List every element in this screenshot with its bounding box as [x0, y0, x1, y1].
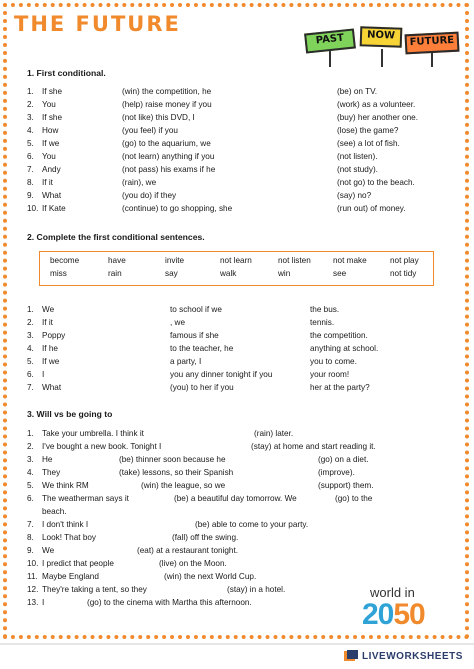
item-text-a: If he [42, 344, 58, 353]
exercise-item [27, 492, 467, 505]
footer-divider [0, 643, 474, 645]
item-text-c: (be) on TV. [337, 87, 378, 96]
item-number: 9. [27, 191, 34, 200]
item-text-a: I [42, 598, 45, 607]
exercise-item [27, 518, 467, 531]
exercise-item [27, 570, 467, 583]
exercise-item [27, 137, 467, 150]
item-text-a: He [42, 455, 53, 464]
exercise-item [27, 176, 467, 189]
item-text-b: (be) a beautiful day tomorrow. We [174, 494, 297, 503]
word-bank-word: see [333, 269, 347, 278]
item-text-c: (support) them. [318, 481, 374, 490]
item-text-b: (rain) later. [254, 429, 294, 438]
word-bank-word: have [108, 256, 126, 265]
item-text-a: I predict that people [42, 559, 114, 568]
item-text-b: a party, I [170, 357, 202, 366]
item-text-c: (buy) her another one. [337, 113, 419, 122]
sign-pole [381, 49, 383, 67]
item-text-a: If it [42, 178, 53, 187]
item-text-b: famous if she [170, 331, 219, 340]
item-text-a: Take your umbrella. I think it [42, 429, 144, 438]
item-text-a: If she [42, 87, 63, 96]
item-text-b: , we [170, 318, 186, 327]
word-bank-word: not play [390, 256, 419, 265]
item-number: 8. [27, 533, 34, 542]
item-text-b: (eat) at a restaurant tonight. [137, 546, 239, 555]
footer-brand: LIVEWORKSHEETS [362, 651, 463, 662]
item-text-c: your room! [310, 370, 350, 379]
item-text-b: (win) the competition, he [122, 87, 212, 96]
item-text-a: Andy [42, 165, 61, 174]
item-number: 6. [27, 152, 34, 161]
exercise-item [27, 303, 467, 316]
item-number: 13. [27, 598, 39, 607]
word-bank-word: win [278, 269, 291, 278]
item-number: 4. [27, 344, 34, 353]
item-text-a: You [42, 152, 56, 161]
exercise-item [27, 381, 467, 394]
item-number: 2. [27, 100, 34, 109]
now-sign: NOW [360, 26, 403, 47]
exercise-item [27, 505, 467, 518]
item-text-b: (stay) at home and start reading it. [251, 442, 376, 451]
world-in-2050-logo [358, 585, 450, 633]
item-text-a: I've bought a new book. Tonight I [42, 442, 162, 451]
liveworksheets-icon [344, 650, 358, 662]
exercise-item [27, 98, 467, 111]
item-number: 3. [27, 113, 34, 122]
item-text-b: you any dinner tonight if you [170, 370, 273, 379]
item-text-b: (win) the league, so we [141, 481, 226, 490]
item-number: 6. [27, 370, 34, 379]
exercise-item [27, 368, 467, 381]
item-text-a: We [42, 546, 55, 555]
item-text-a: beach. [42, 507, 67, 516]
past-now-future-signs [305, 25, 457, 67]
footer [0, 643, 474, 669]
word-bank-word: walk [220, 269, 237, 278]
item-number: 9. [27, 546, 34, 555]
item-text-a: I don't think I [42, 520, 89, 529]
exercise-item [27, 479, 467, 492]
item-text-c: tennis. [310, 318, 335, 327]
item-number: 2. [27, 318, 34, 327]
item-text-a: If we [42, 139, 60, 148]
item-text-b: (you) to her if you [170, 383, 234, 392]
word-bank-word: rain [108, 269, 122, 278]
exercise-item [27, 557, 467, 570]
word-bank [39, 251, 434, 286]
item-number: 12. [27, 585, 39, 594]
item-text-b: (live) on the Moon. [159, 559, 227, 568]
item-number: 7. [27, 165, 34, 174]
item-text-b: (you feel) if you [122, 126, 178, 135]
section-1-list [27, 85, 467, 215]
item-text-b: to the teacher, he [170, 344, 234, 353]
item-text-a: We [42, 305, 55, 314]
exercise-item [27, 85, 467, 98]
item-text-a: How [42, 126, 59, 135]
exercise-item [27, 440, 467, 453]
logo-year [362, 598, 425, 632]
item-text-a: They [42, 468, 61, 477]
item-text-b: (take) lessons, so their Spanish [119, 468, 234, 477]
section-2-list [27, 303, 467, 394]
exercise-item [27, 329, 467, 342]
item-text-c: (see) a lot of fish. [337, 139, 400, 148]
sign-pole [329, 49, 331, 67]
item-text-c: (go) to the [335, 494, 373, 503]
item-text-c: (go) on a diet. [318, 455, 369, 464]
item-text-c: (not listen). [337, 152, 378, 161]
item-text-c: (work) as a volunteer. [337, 100, 416, 109]
item-text-b: to school if we [170, 305, 222, 314]
item-text-c: (run out) of money. [337, 204, 406, 213]
exercise-item [27, 355, 467, 368]
item-text-c: (say) no? [337, 191, 372, 200]
item-text-c: the bus. [310, 305, 340, 314]
item-number: 6. [27, 494, 34, 503]
item-text-b: (be) thinner soon because he [119, 455, 226, 464]
item-number: 10. [27, 559, 39, 568]
item-text-c: the competition. [310, 331, 368, 340]
section-2-heading: 2. Complete the first conditional sentences. [27, 232, 205, 242]
item-text-b: (not learn) anything if you [122, 152, 215, 161]
item-text-c: (not study). [337, 165, 378, 174]
exercise-item [27, 531, 467, 544]
item-text-b: (not like) this DVD, I [122, 113, 195, 122]
item-text-b: (you do) if they [122, 191, 177, 200]
item-text-a: If we [42, 357, 60, 366]
word-bank-word: not learn [220, 256, 252, 265]
item-number: 4. [27, 468, 34, 477]
item-text-c: (lose) the game? [337, 126, 399, 135]
item-text-a: If it [42, 318, 53, 327]
item-text-b: (be) able to come to your party. [195, 520, 309, 529]
item-text-a: If she [42, 113, 63, 122]
page-title: THE FUTURE [14, 12, 181, 36]
exercise-item [27, 202, 467, 215]
item-text-a: You [42, 100, 56, 109]
exercise-item [27, 163, 467, 176]
item-number: 2. [27, 442, 34, 451]
section-3-heading: 3. Will vs be going to [27, 409, 113, 419]
item-number: 1. [27, 429, 34, 438]
item-number: 7. [27, 520, 34, 529]
item-number: 10. [27, 204, 39, 213]
item-number: 7. [27, 383, 34, 392]
word-bank-word: say [165, 269, 178, 278]
exercise-item [27, 453, 467, 466]
item-number: 8. [27, 178, 34, 187]
item-text-c: (improve). [318, 468, 355, 477]
logo-text: world in [370, 585, 415, 600]
item-number: 3. [27, 455, 34, 464]
exercise-item [27, 316, 467, 329]
exercise-item [27, 189, 467, 202]
item-text-b: (fall) off the swing. [172, 533, 239, 542]
future-sign: FUTURE [405, 32, 460, 55]
exercise-item [27, 427, 467, 440]
exercise-item [27, 466, 467, 479]
item-text-c: you to come. [310, 357, 357, 366]
exercise-item [27, 111, 467, 124]
item-text-a: The weatherman says it [42, 494, 129, 503]
item-text-a: They're taking a tent, so they [42, 585, 147, 594]
word-bank-word: become [50, 256, 80, 265]
item-text-c: her at the party? [310, 383, 370, 392]
item-number: 1. [27, 305, 34, 314]
item-number: 1. [27, 87, 34, 96]
word-bank-word: not listen [278, 256, 311, 265]
word-bank-word: invite [165, 256, 185, 265]
item-text-a: We think RM [42, 481, 89, 490]
exercise-item [27, 544, 467, 557]
item-number: 5. [27, 139, 34, 148]
item-text-a: Maybe England [42, 572, 99, 581]
item-number: 3. [27, 331, 34, 340]
item-text-a: If Kate [42, 204, 66, 213]
item-text-b: (not pass) his exams if he [122, 165, 216, 174]
section-1-heading: 1. First conditional. [27, 68, 106, 78]
item-text-c: (not go) to the beach. [337, 178, 415, 187]
item-text-b: (win) the next World Cup. [164, 572, 257, 581]
logo-year-second: 50 [393, 598, 425, 631]
item-text-a: Look! That boy [42, 533, 97, 542]
item-number: 5. [27, 357, 34, 366]
exercise-item [27, 342, 467, 355]
word-bank-word: not tidy [390, 269, 417, 278]
section-3-list [27, 427, 467, 609]
item-text-a: Poppy [42, 331, 66, 340]
item-text-b: (help) raise money if you [122, 100, 212, 109]
item-text-b: (stay) in a hotel. [227, 585, 286, 594]
past-sign: PAST [304, 28, 356, 53]
item-text-b: (go) to the aquarium, we [122, 139, 211, 148]
item-text-a: What [42, 383, 62, 392]
item-number: 4. [27, 126, 34, 135]
logo-year-first: 20 [362, 598, 394, 631]
item-text-b: (rain), we [122, 178, 157, 187]
exercise-item [27, 124, 467, 137]
exercise-item [27, 150, 467, 163]
item-number: 11. [27, 572, 38, 581]
item-text-b: (continue) to go shopping, she [122, 204, 233, 213]
item-text-b: (go) to the cinema with Martha this afternoon. [87, 598, 252, 607]
item-text-a: What [42, 191, 62, 200]
item-text-c: anything at school. [310, 344, 379, 353]
item-number: 5. [27, 481, 34, 490]
item-text-a: I [42, 370, 45, 379]
word-bank-word: miss [50, 269, 67, 278]
word-bank-word: not make [333, 256, 367, 265]
